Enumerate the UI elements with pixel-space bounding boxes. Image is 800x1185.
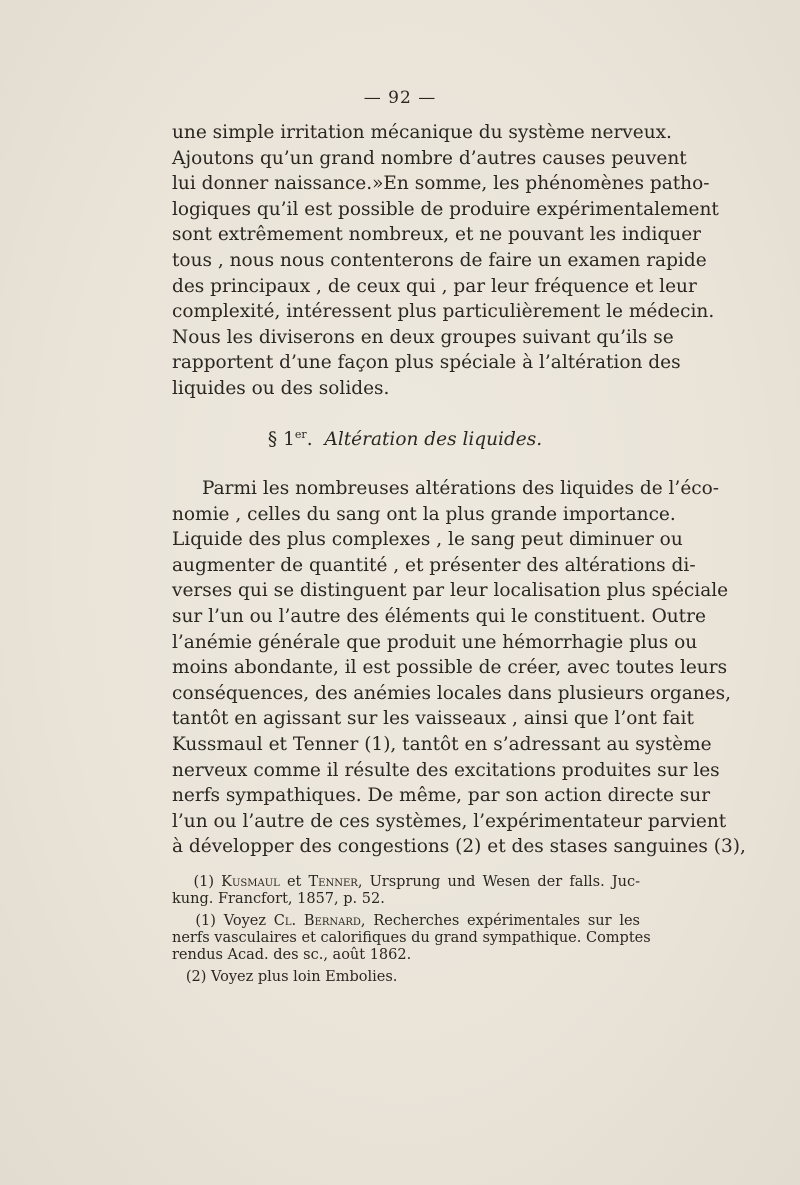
text-line: rapportent d’une façon plus spéciale à l’altération des	[172, 352, 681, 374]
section-number: 1	[283, 429, 295, 451]
section-title: Altération des liquides.	[324, 429, 543, 451]
text-line: Ajoutons qu’un grand nombre d’autres causes peuvent	[172, 147, 687, 169]
footnotes	[172, 874, 651, 991]
footnote-line	[172, 874, 640, 891]
text-line: nerfs sympathiques. De même, par son action directe sur	[172, 785, 711, 807]
text-line: nomie , celles du sang ont la plus grande importance.	[172, 503, 676, 525]
page-number: — 92 —	[363, 88, 437, 108]
footnote-mark: (1)	[193, 874, 214, 890]
footnote	[172, 874, 640, 908]
text-line: Kussmaul et Tenner (1), tantôt en s’adressant au système	[172, 733, 712, 755]
footnote-line: kung. Francfort, 1857, p. 52.	[172, 891, 385, 907]
text-line: tous , nous nous contenterons de faire un examen rapide	[172, 249, 707, 271]
footnote-mark: (2)	[185, 969, 207, 985]
text-line: conséquences, des anémies locales dans plusieurs organes,	[172, 682, 731, 704]
text-line: complexité, intéressent plus particulièrement le médecin.	[172, 301, 715, 323]
footnote-text: , Recherches expérimentales sur les	[360, 913, 640, 929]
paragraph-2	[172, 476, 746, 860]
footnote-text: et	[279, 874, 309, 890]
section-number-superscript: er	[294, 428, 307, 441]
footnote-text: Voyez plus loin Embolies.	[210, 969, 398, 985]
text-line: Liquide des plus complexes , le sang peut diminuer ou	[172, 529, 683, 551]
text-line: sur l’un ou l’autre des éléments qui le constituent. Outre	[172, 605, 706, 627]
text-line: logiques qu’il est possible de produire expérimentalement	[172, 198, 719, 220]
text-line: lui donner naissance.»En somme, les phénomènes patho-	[172, 173, 710, 195]
footnote-author: Tenner	[308, 874, 358, 890]
text-line: tantôt en agissant sur les vaisseaux , ainsi que l’ont fait	[172, 708, 694, 730]
footnote-line	[172, 913, 640, 930]
text-line: nerveux comme il résulte des excitations produites sur les	[172, 759, 720, 781]
footnote-text: Voyez	[223, 913, 274, 929]
footnote-text: , Ursprung und Wesen der falls. Juc-	[357, 874, 640, 890]
section-symbol: §	[267, 429, 278, 451]
footnote-line: nerfs vasculaires et calorifiques du grand sympathique. Comptes	[172, 930, 651, 946]
text-line: moins abondante, il est possible de créer, avec toutes leurs	[172, 657, 728, 679]
text-line: l’un ou l’autre de ces systèmes, l’expérimentateur parvient	[172, 810, 727, 832]
footnote-line: rendus Acad. des sc., août 1862.	[172, 947, 412, 963]
footnote-author: Kusmaul	[221, 874, 280, 890]
footnote-line	[172, 969, 640, 986]
text-line: l’anémie générale que produit une hémorrhagie plus ou	[172, 631, 698, 653]
text-line: augmenter de quantité , et présenter des altérations di-	[172, 554, 696, 576]
text-line: Parmi les nombreuses altérations des liquides de l’éco-	[202, 478, 720, 499]
text-line: des principaux , de ceux qui , par leur fréquence et leur	[172, 275, 697, 297]
footnote-author: Cl. Bernard	[273, 913, 361, 929]
text-line: une simple irritation mécanique du système nerveux.	[172, 122, 672, 143]
text-line: liquides ou des solides.	[172, 377, 390, 399]
text-line: verses qui se distinguent par leur localisation plus spéciale	[172, 580, 729, 602]
section-heading	[0, 428, 800, 450]
text-line: à développer des congestions (2) et des stases sanguines (3),	[172, 836, 746, 858]
footnote	[172, 969, 640, 986]
text-line: Nous les diviserons en deux groupes suivant qu’ils se	[172, 326, 674, 348]
paragraph-1	[172, 120, 719, 402]
text-line: sont extrêmement nombreux, et ne pouvant les indiquer	[172, 224, 702, 246]
footnote-mark: (1)	[195, 913, 216, 929]
section-period: .	[306, 429, 313, 451]
footnote	[172, 913, 651, 964]
